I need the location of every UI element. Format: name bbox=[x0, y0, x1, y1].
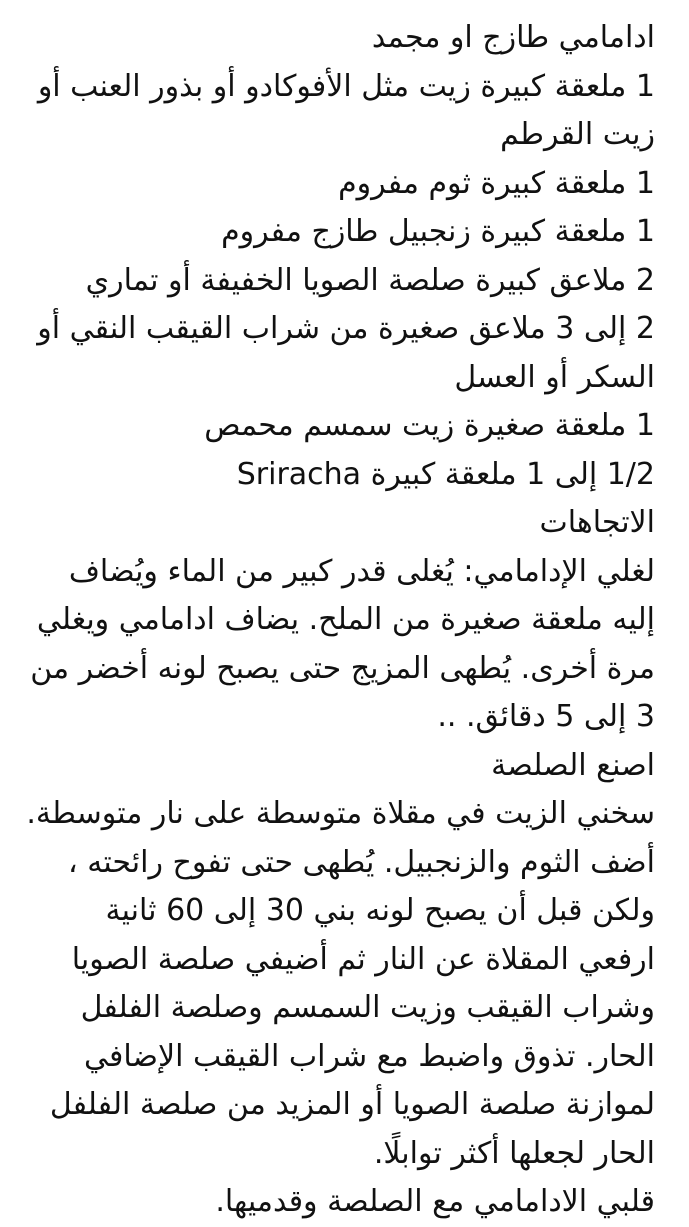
text-line: 1 ملعقة صغيرة زيت سمسم محمص bbox=[204, 408, 655, 443]
section-heading: اصنع الصلصة bbox=[491, 747, 655, 783]
text-line: السكر أو العسل bbox=[454, 359, 655, 395]
text-line: ولكن قبل أن يصبح لونه بني 30 إلى 60 ثانية bbox=[105, 893, 655, 928]
text-line: أضف الثوم والزنجبيل. يُطهى حتى تفوح رائحته ، bbox=[68, 844, 655, 880]
text-line: مرة أخرى. يُطهى المزيج حتى يصبح لونه أخضر من bbox=[30, 650, 655, 686]
text-line: لغلي الإدامامي: يُغلى قدر كبير من الماء ويُضاف bbox=[68, 553, 655, 589]
text-line: وشراب القيقب وزيت السمسم وصلصة الفلفل bbox=[80, 990, 655, 1025]
text-line: 1/2 إلى 1 ملعقة كبيرة Sriracha bbox=[236, 456, 655, 492]
text-line: الحار لجعلها أكثر توابلًا. bbox=[373, 1135, 655, 1171]
text-line: 3 إلى 5 دقائق. .. bbox=[437, 699, 655, 734]
section-heading: الاتجاهات bbox=[539, 505, 655, 540]
text-line: إليه ملعقة صغيرة من الملح. يضاف ادامامي ويغلي bbox=[36, 602, 655, 637]
text-line: ادامامي طازج او مجمد bbox=[371, 20, 655, 55]
text-line: 2 إلى 3 ملاعق صغيرة من شراب القيقب النقي أو bbox=[37, 311, 655, 346]
text-line: ارفعي المقلاة عن النار ثم أضيفي صلصة الصويا bbox=[71, 941, 655, 977]
text-line: 1 ملعقة كبيرة زنجبيل طازج مفروم bbox=[221, 214, 655, 249]
text-line: الحار. تذوق واضبط مع شراب القيقب الإضافي bbox=[84, 1038, 655, 1074]
text-line: قلبي الادامامي مع الصلصة وقدميها. bbox=[215, 1184, 655, 1219]
text-line: زيت القرطم bbox=[500, 117, 655, 152]
text-line: 2 ملاعق كبيرة صلصة الصويا الخفيفة أو تماري bbox=[85, 262, 655, 298]
text-line: لموازنة صلصة الصويا أو المزيد من صلصة الفلفل bbox=[49, 1087, 655, 1122]
text-line: 1 ملعقة كبيرة زيت مثل الأفوكادو أو بذور العنب أو bbox=[37, 68, 655, 104]
text-line: 1 ملعقة كبيرة ثوم مفروم bbox=[338, 165, 655, 201]
text-line: سخني الزيت في مقلاة متوسطة على نار متوسطة. bbox=[26, 796, 655, 831]
